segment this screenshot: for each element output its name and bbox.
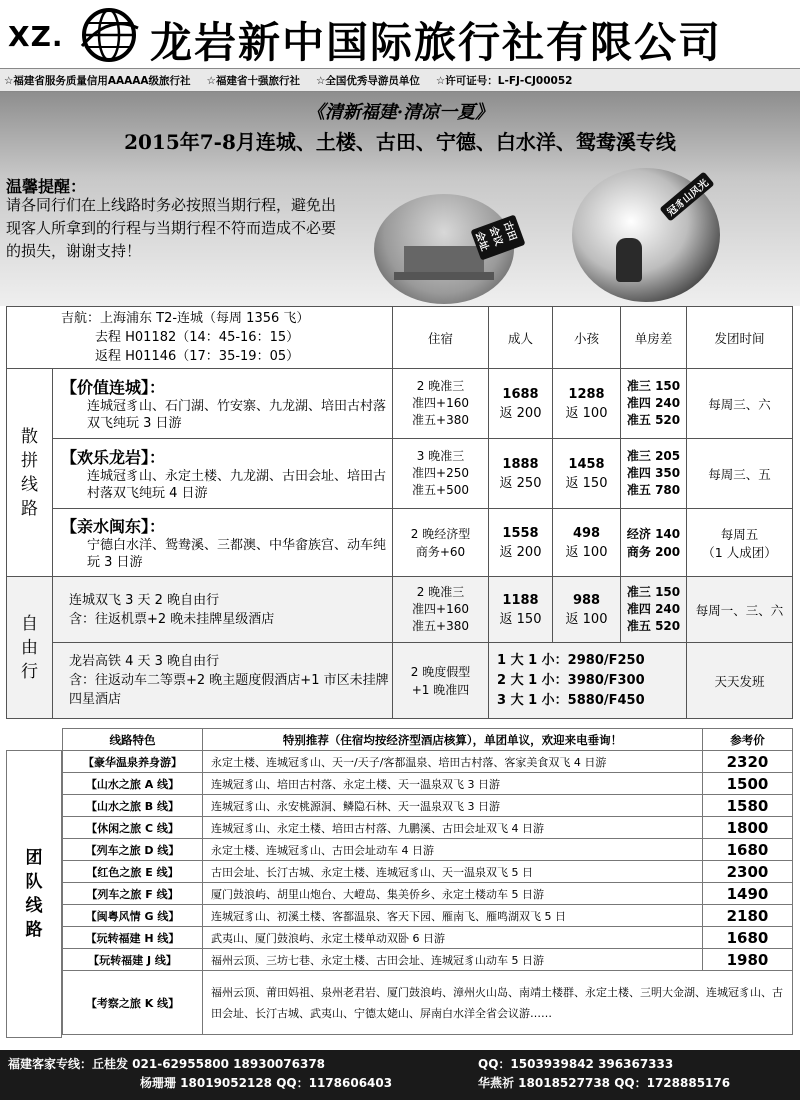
group-row: 【考察之旅 K 线】 福州云顶、莆田妈祖、泉州老君岩、厦门鼓浪屿、漳州火山岛、南靖土楼群、永定土楼、三明大金湖、连城冠豸山、古田会址、长汀古城、武夷山、宁德太姥山、屏南白水洋全省会议游……: [7, 971, 793, 1035]
group-row: 【列车之旅 F 线】 厦门鼓浪屿、胡里山炮台、大嶝岛、集美侨乡、永定土楼动车 5 日游 1490: [7, 883, 793, 905]
group-row: 【豪华温泉养身游】 永定土楼、连城冠豸山、天一/天子/客都温泉、培田古村落、客家美食双飞 4 日游 2320: [7, 751, 793, 773]
group-row: 【红色之旅 E 线】 古田会址、长汀古城、永定土楼、连城冠豸山、天一温泉双飞 5 日 2300: [7, 861, 793, 883]
group-header-rec: 特别推荐（住宿均按经济型酒店核算），单团单议，欢迎来电垂询！: [203, 729, 703, 751]
credential-2: ☆福建省十强旅行社: [206, 74, 300, 87]
free-package-2-prices: 1 大 1 小：2980/F250 2 大 1 小：3980/F300 3 大 1 小：5880/F450: [489, 643, 687, 719]
credentials-bar: [0, 68, 800, 92]
photo1-tag: 古田会议会址: [470, 214, 525, 260]
credential-1: ☆福建省服务质量信用AAAAA级旅行社: [4, 74, 191, 87]
group-header-feature: 线路特色: [63, 729, 203, 751]
section-group: 团 队 线 路: [6, 750, 62, 1038]
route-title: 2015年7-8月连城、土楼、古田、宁德、白水洋、鸳鸯溪专线: [124, 130, 676, 154]
section-sanpin: 散 拼 线 路: [7, 369, 53, 577]
page-header: [0, 0, 800, 68]
package-row: 【欢乐龙岩】： 连城冠豸山、永定土楼、九龙湖、古田会址、培田古村落双飞纯玩 4 日游: [53, 439, 393, 509]
group-row: 【列车之旅 D 线】 永定土楼、连城冠豸山、古田会址动车 4 日游 1680: [7, 839, 793, 861]
group-row: 【玩转福建 H 线】 武夷山、厦门鼓浪屿、永定土楼单动双卧 6 日游 1680: [7, 927, 793, 949]
group-row: 【山水之旅 B 线】 连城冠豸山、永安桃源洞、鳞隐石林、天一温泉双飞 3 日游 1580: [7, 795, 793, 817]
contact-footer: [0, 1050, 800, 1100]
photo2-tag: 冠豸山风光: [659, 171, 714, 221]
logo-text: XZ.: [8, 20, 64, 53]
contact-line-2a: 杨珊珊 18019052128 QQ：1178606403: [140, 1076, 393, 1090]
guanzhishan-photo: [572, 168, 720, 302]
package-row: 【亲水闽东】： 宁德白水洋、鸳鸯溪、三都澳、中华畲族宫、动车纯玩 3 日游: [53, 509, 393, 577]
globe-logo-icon: [78, 6, 140, 64]
slogan: 《清新福建·清凉一夏》: [306, 102, 494, 123]
credential-4: ☆许可证号：L-FJ-CJ00052: [435, 74, 573, 87]
credential-3: ☆全国优秀导游员单位: [315, 74, 420, 87]
group-header-price: 参考价: [703, 729, 793, 751]
header-depart: 发团时间: [687, 307, 793, 369]
header-adult: 成人: [489, 307, 553, 369]
header-stay: 住宿: [393, 307, 489, 369]
package-row: 【价值连城】： 连城冠豸山、石门湖、竹安寨、九龙湖、培田古村落双飞纯玩 3 日游: [53, 369, 393, 439]
gutian-photo: [374, 194, 519, 304]
section-ziyou: 自 由 行: [7, 577, 53, 719]
flight-info: 吉航：上海浦东 T2-连城（每周 1356 飞） 去程 H01182（14：45-16：15） 返程 H01146（17：35-19：05）: [7, 307, 393, 369]
sanpin-table: 吉航：上海浦东 T2-连城（每周 1356 飞） 去程 H01182（14：45-16：15） 返程 H01146（17：35-19：05） 住宿 成人 小孩 单房差 发团时间 散 拼 线 路 【价值连城】： 连城冠豸山、石门湖、竹安寨、九龙湖、培田古村落双飞纯玩 3 日游 2 晚准三 准四+160 准五+380 1688 返 200 1288 返 100 准三 150 准四 240 准五 520 每周三、六 【欢乐龙岩】： 连城冠豸山、永定土楼、九龙湖、古田会址、培田古村落双飞纯玩 4 日游 3 晚准三 准四+250 准五+500 1888 返 250 1458 返 150 准三 205 准四 350 准五 780 每周三、五 【亲水闽东】： 宁德白水洋、鸳鸯溪、三都澳、中华畲族宫、动车纯玩 3 日游 2 晚经济型 商务+60 1558 返 200 498 返 100 经济 140 商务 200 每周五 （1 人成团） 自 由 行 连城双飞 3 天 2 晚自由行 含：往返机票+2 晚未挂牌星级酒店 2 晚准三 准四+160 准五+380 1188 返 150 988 返 100 准三 150 准四 240 准五 520 每周一、三、六 龙岩高铁 4 天 3 晚自由行 含：往返动车二等票+2 晚主题度假酒店+1 市区未挂牌四星酒店 2 晚度假型 +1 晚准四 1 大 1 小：2980/F250 2 大 1 小：3980/F300 3 大 1 小：5880/F450 天天发班: [6, 306, 793, 719]
group-row: 【玩转福建 J 线】 福州云顶、三坊七巷、永定土楼、古田会址、连城冠豸山动车 5 日游 1980: [7, 949, 793, 971]
notice-heading: 温馨提醒：: [6, 177, 87, 196]
company-name: 龙岩新中国际旅行社有限公司: [150, 18, 723, 67]
free-package-2: 龙岩高铁 4 天 3 晚自由行 含：往返动车二等票+2 晚主题度假酒店+1 市区未挂牌四星酒店: [53, 643, 393, 719]
group-table: [6, 728, 793, 1035]
free-package-1: 连城双飞 3 天 2 晚自由行 含：往返机票+2 晚未挂牌星级酒店: [53, 577, 393, 643]
contact-line-2b: 华燕祈 18018527738 QQ：1728885176: [478, 1076, 731, 1090]
contact-line-1b: QQ：1503939842 396367333: [478, 1057, 674, 1071]
header-single: 单房差: [621, 307, 687, 369]
notice-text: 请各同行们在上线路时务必按照当期行程，避免出现客人所拿到的行程与当期行程不符而造成不必要的损失，谢谢支持！: [6, 196, 337, 260]
group-row: 【山水之旅 A 线】 连城冠豸山、培田古村落、永定土楼、天一温泉双飞 3 日游 1500: [7, 773, 793, 795]
group-row: 【闽粤风情 G 线】 连城冠豸山、初溪土楼、客都温泉、客天下园、雁南飞、雁鸣湖双飞 5 日 2180: [7, 905, 793, 927]
group-row: 【休闲之旅 C 线】 连城冠豸山、永定土楼、培田古村落、九鹏溪、古田会址双飞 4 日游 1800: [7, 817, 793, 839]
contact-line-1a: 福建客家专线：丘桂发 021-62955800 18930076378: [8, 1057, 326, 1071]
header-child: 小孩: [553, 307, 621, 369]
